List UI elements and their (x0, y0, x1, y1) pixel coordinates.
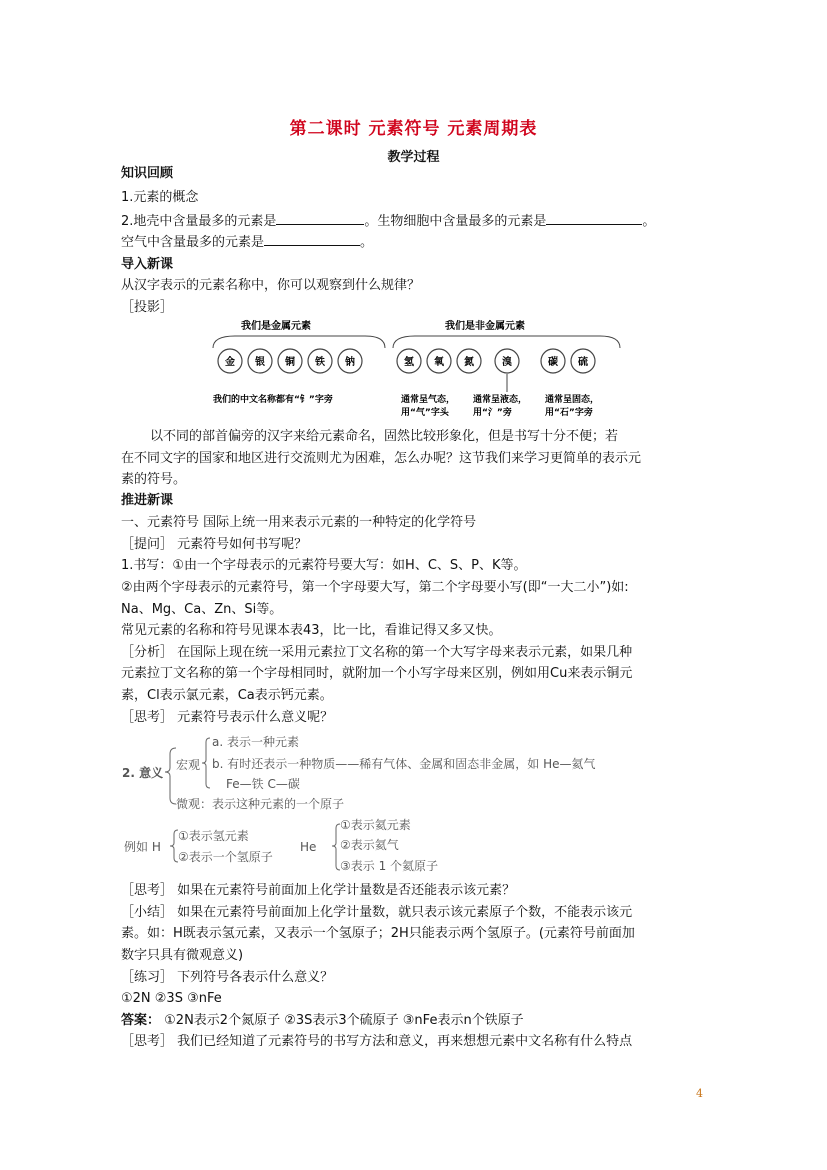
line-summary: 数字只具有微观意义) (121, 948, 244, 963)
text-segment: 。 (360, 235, 374, 250)
nonmetals-bracket (393, 336, 620, 348)
example-h: 例如 H (124, 840, 161, 854)
h-meaning-1: ①表示氢元素 (178, 829, 249, 843)
element-chip-label: 氧 (434, 357, 444, 368)
answer-blank (546, 212, 642, 225)
line-crust-question (121, 212, 655, 231)
symbol-meaning-figure (118, 728, 638, 876)
element-naming-figure (205, 316, 625, 422)
section-subtitle: 教学过程 (387, 150, 440, 165)
line-air-question (121, 233, 373, 252)
line-think: ［思考］ 如果在元素符号前面加上化学计量数是否还能表示该元素？ (121, 883, 516, 898)
line-analysis: 元素拉丁文名称的第一个字母相同时，就附加一个小写字母来区别，例如用Cu来表示铜元 (121, 666, 633, 681)
line-analysis: ［分析］ 在国际上现在统一采用元素拉丁文名称的第一个大写字母来表示元素，如果几种 (121, 645, 633, 660)
macro-b: b. 有时还表示一种物质——稀有气体、金属和固态非金属，如 He—氦气 (212, 757, 596, 771)
macro-b-examples: Fe—铁 C—碳 (226, 777, 300, 791)
meaning-brace (165, 748, 176, 804)
he-brace (332, 824, 340, 870)
page-number: 4 (696, 1087, 703, 1100)
page-title: 第二课时 元素符号 元素周期表 (289, 119, 538, 139)
element-chip-label: 金 (225, 357, 235, 368)
paragraph-line: 素的符号。 (121, 472, 187, 487)
h-meaning-2: ②表示一个氢原子 (178, 850, 273, 864)
paragraph-line: 以不同的部首偏旁的汉字来给元素命名，固然比较形象化，但是书写十分不便；若 (150, 429, 619, 444)
liquid-caption-1: 通常呈液态， (473, 395, 528, 405)
element-chip-label: 氮 (464, 357, 474, 368)
paragraph-line: 在不同文字的国家和地区进行交流则尤为困难，怎么办呢？这节我们来学习更简单的表示元 (121, 451, 642, 466)
line-think: ［思考］ 我们已经知道了元素符号的书写方法和意义，再来想想元素中文名称有什么特点 (121, 1034, 633, 1049)
element-chip-label: 铜 (285, 357, 295, 368)
macro-a: a. 表示一种元素 (212, 735, 299, 749)
meaning-number: 2. 意义 (122, 766, 164, 780)
element-chip-label: 碳 (548, 357, 558, 368)
line-summary: ［小结］ 如果在元素符号前面加上化学计量数，就只表示该元素原子个数，不能表示该元 (121, 905, 633, 920)
answer-blank (276, 212, 364, 225)
text-segment: 。生物细胞中含量最多的元素是 (364, 214, 547, 229)
line-question: ［提问］ 元素符号如何书写呢？ (121, 537, 308, 552)
answer-blank (264, 233, 360, 246)
element-chip-label: 硫 (578, 357, 588, 368)
text-segment: 空气中含量最多的元素是 (121, 235, 265, 250)
gas-caption-1: 通常呈气态， (401, 395, 456, 405)
gas-caption-2: 用“气”字头 (401, 408, 449, 418)
liquid-caption-2: 用“氵”旁 (473, 408, 512, 418)
line-symbol-definition: 一、元素符号 国际上统一用来表示元素的一种特定的化学符号 (121, 515, 477, 530)
element-chip-label: 银 (255, 357, 265, 368)
line-table-ref: 常见元素的名称和符号见课本表43，比一比，看谁记得又多又快。 (121, 623, 502, 638)
he-meaning-3: ③表示 1 个氦原子 (340, 859, 439, 873)
line-think: ［思考］ 元素符号表示什么意义呢？ (121, 710, 334, 725)
element-chip-label: 钠 (345, 357, 355, 368)
metals-bracket (213, 336, 385, 348)
he-meaning-2: ②表示氦气 (340, 838, 399, 852)
line-projection: ［投影］ (121, 300, 174, 315)
line-exercise: ［练习］ 下列符号各表示什么意义？ (121, 970, 334, 985)
line-writing-rule-2: ②由两个字母表示的元素符号，第一个字母要大写，第二个字母要小写(即“一大二小”)如: (121, 580, 629, 595)
heading-intro: 导入新课 (121, 257, 174, 272)
solid-caption-1: 通常呈固态， (545, 395, 600, 405)
heading-new-lesson: 推进新课 (121, 493, 174, 508)
line-answer (121, 1012, 524, 1030)
line-writing-rule-1: 1.书写：①由一个字母表示的元素符号要大写：如H、C、S、P、K等。 (121, 558, 527, 573)
heading-review: 知识回顾 (121, 166, 174, 181)
he-meaning-1: ①表示氦元素 (340, 818, 411, 832)
element-chip-label: 溴 (502, 357, 512, 368)
micro-label: 微观：表示这种元素的一个原子 (176, 797, 345, 811)
line-summary: 素。如：H既表示氢元素，又表示一个氢原子；2H只能表示两个氢原子。(元素符号前面加 (121, 926, 635, 941)
element-chip-label: 氢 (404, 357, 414, 368)
text-segment: 2.地壳中含量最多的元素是 (121, 214, 277, 229)
macro-brace (202, 738, 210, 788)
element-chip-label: 铁 (315, 357, 325, 368)
line-exercise-items: ①2N ②3S ③nFe (121, 991, 222, 1006)
macro-label: 宏观 (176, 758, 201, 772)
line-analysis: 素，Cl表示氯元素，Ca表示钙元素。 (121, 688, 333, 703)
solid-caption-2: 用“石”字旁 (545, 408, 593, 418)
h-brace (170, 830, 178, 862)
answer-label: 答案： (121, 1013, 161, 1028)
answer-text: ①2N表示2个氮原子 ②3S表示3个硫原子 ③nFe表示n个铁原子 (160, 1013, 524, 1028)
text-segment: 。 (642, 214, 656, 229)
example-he: He (300, 840, 317, 854)
element-chips (218, 349, 595, 373)
line-examples: Na、Mg、Ca、Zn、Si等。 (121, 602, 283, 617)
line-element-concept: 1.元素的概念 (121, 190, 199, 205)
metal-caption: 我们的中文名称都有“钅”字旁 (213, 395, 333, 405)
nonmetals-label: 我们是非金属元素 (445, 321, 525, 332)
line-intro-question: 从汉字表示的元素名称中，你可以观察到什么规律？ (121, 278, 421, 293)
metals-label: 我们是金属元素 (241, 321, 311, 332)
